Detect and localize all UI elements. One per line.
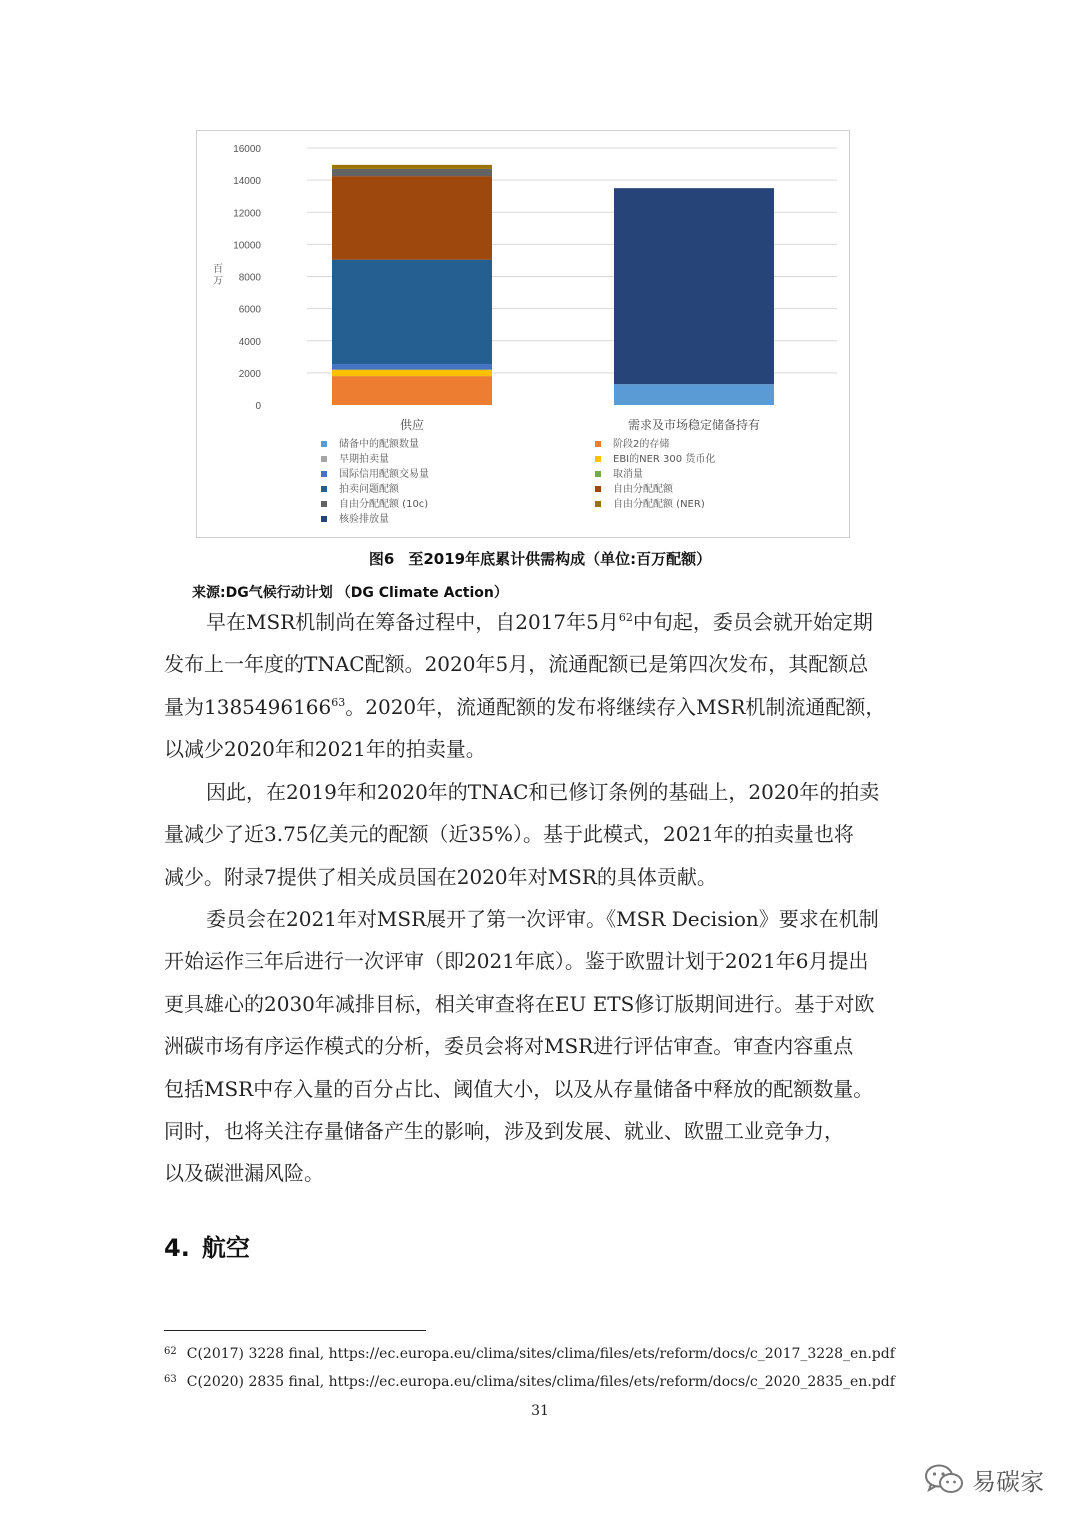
y-tick-label: 16000 [233, 144, 261, 155]
text-line: 开始运作三年后进行一次评审（即2021年底）。鉴于欧盟计划于2021年6月提出 [164, 949, 869, 974]
legend-label: 早期拍卖量 [339, 454, 389, 465]
section-number: 4. [164, 1234, 190, 1262]
legend-swatch [321, 441, 327, 447]
bar-segment [332, 176, 492, 260]
legend-swatch [595, 486, 601, 492]
y-tick-label: 14000 [233, 176, 261, 188]
text-line: 同时，也将关注存量储备产生的影响，涉及到发展、就业、欧盟工业竞争力， [164, 1119, 844, 1144]
legend-swatch [595, 471, 601, 477]
bar-segment [332, 364, 492, 370]
text-line: 洲碳市场有序运作模式的分析，委员会将对MSR进行评估审查。审查内容重点 [164, 1034, 854, 1059]
section-heading [164, 1228, 250, 1263]
legend-label: 自由分配配额 (10c) [339, 499, 429, 510]
footnote-number: 63 [164, 1374, 177, 1385]
text-line: 早在MSR机制尚在筹备过程中，自2017年5月$^{62}$中旬起，委员会就开始定期 [206, 610, 873, 634]
legend-label: 阶段2的存储 [613, 439, 670, 450]
bar-segment [614, 384, 774, 405]
footnote-number: 62 [164, 1346, 177, 1357]
text-line: 减少。附录7提供了相关成员国在2020年对MSR的具体贡献。 [164, 864, 717, 889]
y-tick-label: 0 [255, 401, 261, 412]
legend-swatch [321, 471, 327, 477]
legend-label: 核验排放量 [339, 514, 389, 525]
legend-swatch [321, 501, 327, 507]
watermark [924, 1462, 1044, 1497]
text-line: 包括MSR中存入量的百分占比、阈值大小，以及从存量储备中释放的配额数量。 [164, 1076, 874, 1101]
legend-swatch [595, 501, 601, 507]
y-tick-label: 2000 [238, 368, 261, 380]
watermark-text: 易碳家 [972, 1468, 1044, 1496]
wechat-icon [924, 1463, 964, 1497]
chart-frame [196, 130, 850, 538]
bar-segment [332, 260, 492, 364]
y-tick-label: 12000 [233, 208, 261, 220]
text-line: 以减少2020年和2021年的拍卖量。 [164, 737, 486, 762]
y-axis-label: 百 [213, 264, 223, 275]
legend-swatch [595, 456, 601, 462]
y-tick-label: 8000 [238, 272, 261, 284]
y-tick-label: 4000 [238, 336, 261, 348]
source-en: （DG Climate Action） [336, 585, 508, 601]
stacked-bar-chart [197, 131, 851, 539]
paragraph-3 [164, 898, 924, 1195]
legend-swatch [321, 486, 327, 492]
text-line: 发布上一年度的TNAC配额。2020年5月，流通配额已是第四次发布，其配额总 [164, 652, 869, 677]
legend-swatch [321, 456, 327, 462]
text-line: 量为1385496166$^{63}$。2020年，流通配额的发布将继续存入MSR机制流通配额， [164, 694, 886, 719]
figure-source [192, 582, 508, 602]
text-line: 委员会在2021年对MSR展开了第一次评审。《MSR Decision》要求在机制 [206, 907, 879, 931]
legend-label: 自由分配配额 (NER) [613, 499, 705, 510]
footnote-text[interactable]: C(2017) 3228 final, https://ec.europa.eu/clima/sites/clima/files/ets/reform/docs/c_2017_3228_en.pdf [186, 1346, 895, 1362]
footnote-ref[interactable]: 62 [618, 611, 633, 624]
legend-label: EBI的NER 300 货币化 [613, 454, 716, 465]
legend-label: 国际信用配额交易量 [339, 469, 429, 480]
y-tick-label: 10000 [233, 240, 261, 252]
source-label: 来源:DG气候行动计划 [192, 585, 333, 601]
bar-segment [332, 169, 492, 176]
footnote-63 [164, 1374, 895, 1390]
page-number: 31 [531, 1403, 549, 1419]
y-tick-label: 6000 [238, 304, 261, 316]
text-line: 量减少了近3.75亿美元的配额（近35%）。基于此模式，2021年的拍卖量也将 [164, 822, 854, 847]
figure-caption [0, 548, 1080, 569]
footnote-rule [164, 1330, 426, 1331]
legend-label: 拍卖问题配额 [339, 484, 399, 495]
section-title: 航空 [201, 1234, 250, 1262]
y-axis-label: 万 [213, 276, 223, 287]
paragraph-1 [164, 601, 924, 771]
x-category-label: 供应 [399, 418, 425, 432]
x-category-label: 需求及市场稳定储备持有 [627, 418, 761, 432]
legend-label: 储备中的配额数量 [339, 439, 419, 450]
figure-title: 至2019年底累计供需构成（单位:百万配额） [408, 550, 712, 568]
footnote-text[interactable]: C(2020) 2835 final, https://ec.europa.eu/clima/sites/clima/files/ets/reform/docs/c_2020_2835_en.pdf [186, 1374, 895, 1390]
legend-label: 取消量 [613, 469, 643, 480]
footnote-ref[interactable]: 63 [331, 695, 346, 709]
text-line: 因此，在2019年和2020年的TNAC和已修订条例的基础上，2020年的拍卖 [206, 780, 880, 804]
bar-segment [332, 376, 492, 405]
bar-segment [614, 188, 774, 384]
footnote-62 [164, 1346, 895, 1362]
paragraph-2 [164, 771, 924, 898]
legend-label: 自由分配配额 [613, 484, 673, 495]
figure-label: 图6 [368, 550, 395, 568]
text-line: 以及碳泄漏风险。 [164, 1161, 324, 1186]
legend-swatch [595, 441, 601, 447]
bar-segment [332, 165, 492, 169]
text-line: 更具雄心的2030年减排目标，相关审查将在EU ETS修订版期间进行。基于对欧 [164, 991, 875, 1016]
legend-swatch [321, 516, 327, 522]
bar-segment [332, 370, 492, 376]
